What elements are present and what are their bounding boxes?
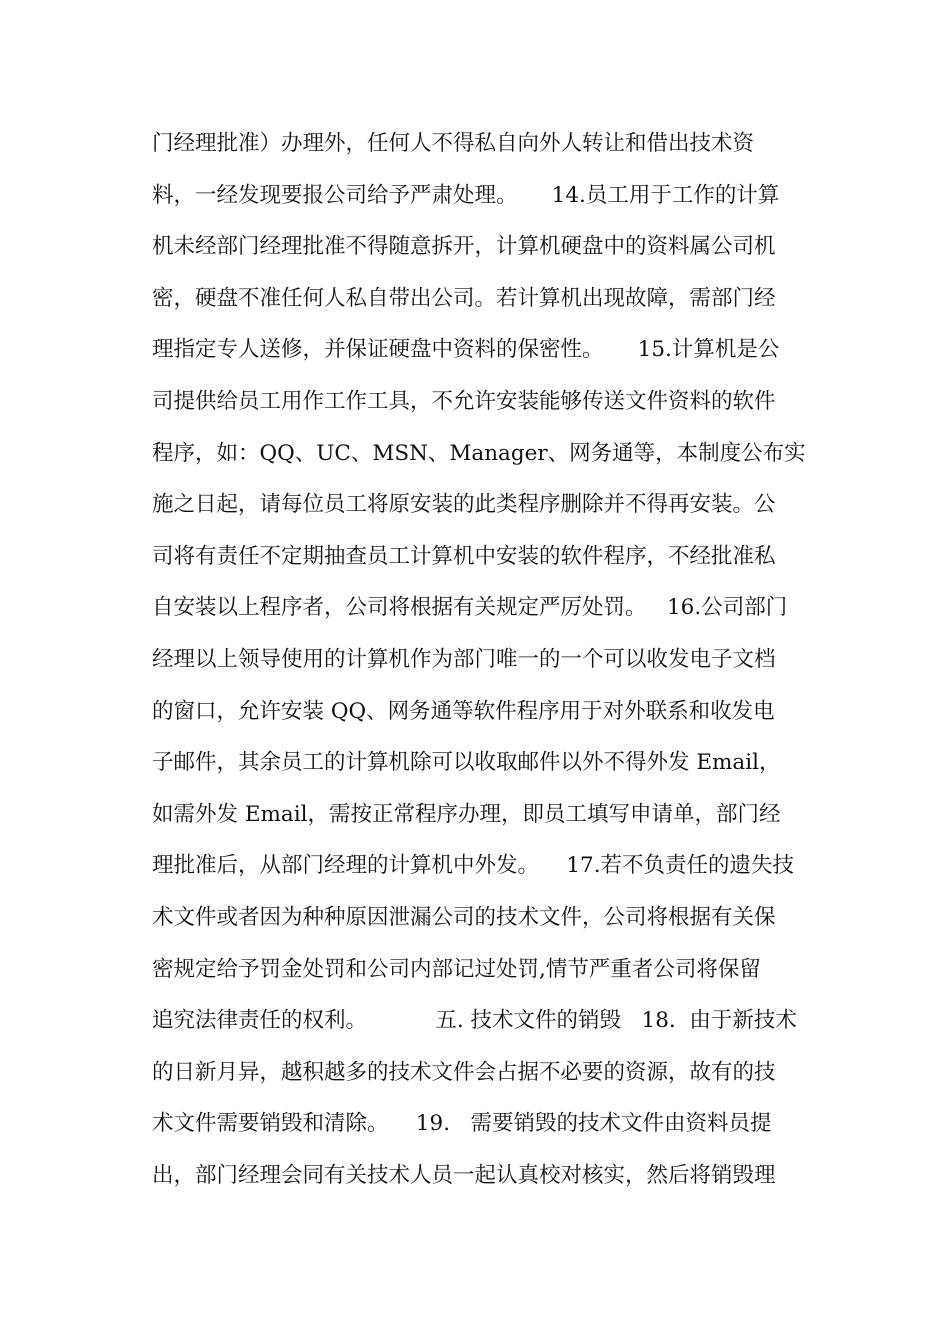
- text-line: 理指定专人送修，并保证硬盘中资料的保密性。 15.计算机是公: [152, 337, 780, 363]
- text-line: 经理以上领导使用的计算机作为部门唯一的一个可以收发电子文档: [152, 646, 776, 672]
- text-line: 机未经部门经理批准不得随意拆开，计算机硬盘中的资料属公司机: [152, 234, 776, 260]
- text-line: 出，部门经理会同有关技术人员一起认真校对核实，然后将销毁理: [152, 1162, 776, 1188]
- text-line: 的窗口，允许安装 QQ、网务通等软件程序用于对外联系和收发电: [152, 698, 775, 724]
- text-line: 理批准后，从部门经理的计算机中外发。 17.若不负责任的遗失技: [152, 853, 795, 879]
- text-line: 司提供给员工用作工作工具，不允许安装能够传送文件资料的软件: [152, 388, 776, 414]
- body-text: [152, 118, 812, 1201]
- text-line: 子邮件，其余员工的计算机除可以收取邮件以外不得外发 Email，: [152, 750, 781, 776]
- text-line: 司将有责任不定期抽查员工计算机中安装的软件程序，不经批准私: [152, 543, 776, 569]
- text-line: 程序，如：QQ、UC、MSN、Manager、网务通等，本制度公布实: [152, 440, 806, 466]
- text-line: 施之日起，请每位员工将原安装的此类程序删除并不得再安装。公: [152, 492, 776, 518]
- text-line: 追究法律责任的权利。 五. 技术文件的销毁 18. 由于新技术: [152, 1008, 797, 1034]
- text-line: 料，一经发现要报公司给予严肃处理。 14.员工用于工作的计算: [152, 182, 780, 208]
- text-line: 密规定给予罚金处罚和公司内部记过处罚,情节严重者公司将保留: [152, 956, 761, 982]
- text-line: 的日新月异，越积越多的技术文件会占据不必要的资源，故有的技: [152, 1059, 776, 1085]
- text-line: 如需外发 Email，需按正常程序办理，即员工填写申请单，部门经: [152, 801, 781, 827]
- text-line: 密，硬盘不准任何人私自带出公司。若计算机出现故障，需部门经: [152, 285, 776, 311]
- text-line: 术文件需要销毁和清除。 19. 需要销毁的技术文件由资料员提: [152, 1111, 772, 1137]
- text-line: 自安装以上程序者，公司将根据有关规定严厉处罚。 16.公司部门: [152, 595, 788, 621]
- text-line: 门经理批准）办理外，任何人不得私自向外人转让和借出技术资: [152, 131, 755, 156]
- text-line: 术文件或者因为种种原因泄漏公司的技术文件，公司将根据有关保: [152, 904, 776, 930]
